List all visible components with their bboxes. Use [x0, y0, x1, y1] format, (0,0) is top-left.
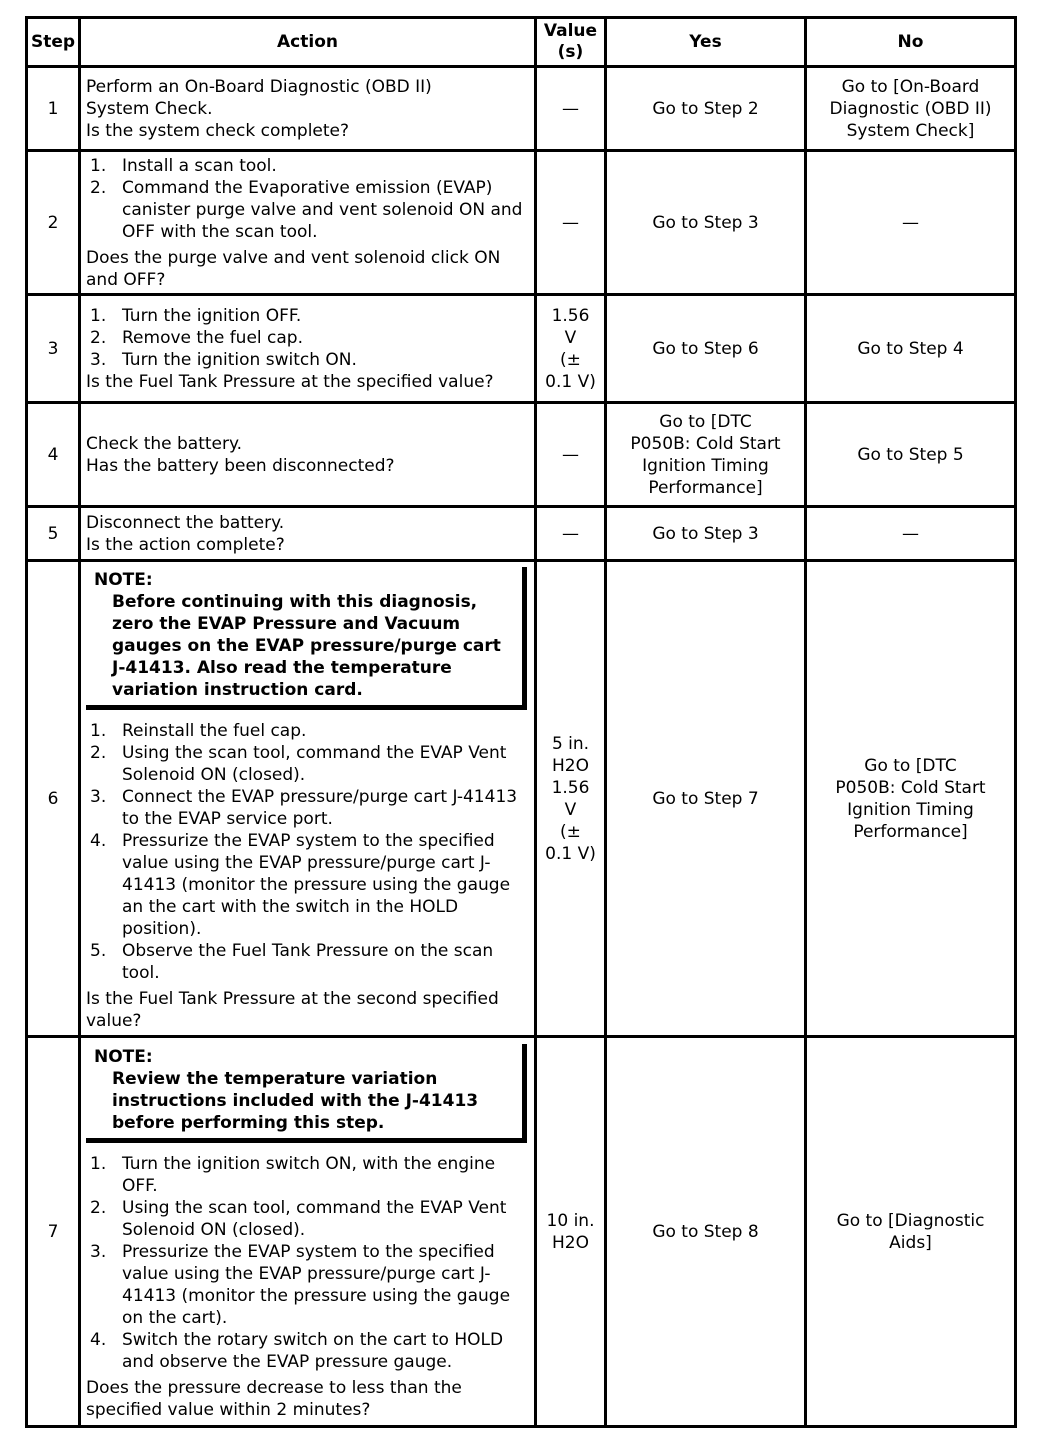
step-number: 7 — [27, 1037, 80, 1427]
yes-link[interactable]: Go to Step 3 — [606, 507, 806, 561]
yes-link-line[interactable]: Performance] — [648, 477, 763, 498]
step-index: 3. — [90, 349, 107, 370]
no-link[interactable]: Go to Step 4 — [806, 295, 1016, 403]
step-text: Turn the ignition switch ON, with the engine OFF. — [122, 1154, 496, 1196]
step-text: Using the scan tool, command the EVAP Vent Solenoid ON (closed). — [122, 1198, 507, 1240]
step-index: 3. — [90, 787, 107, 807]
no-link-line[interactable]: P050B: Cold Start — [835, 777, 986, 798]
step-index: 3. — [90, 1242, 107, 1262]
yes-link[interactable]: Go to Step 8 — [606, 1037, 806, 1427]
step-text: Command the Evaporative emission (EVAP) canister purge valve and vent solenoid ON and OFF with the scan tool. — [122, 177, 523, 242]
table-row — [27, 403, 1016, 507]
no-cell: — — [806, 151, 1016, 295]
no-link[interactable] — [806, 1037, 1016, 1427]
note-body: Review the temperature variation instructions included with the J-41413 before performing this step. — [112, 1069, 479, 1133]
action-steps — [86, 720, 529, 984]
step-text: Pressurize the EVAP system to the specified value using the EVAP pressure/purge cart J-41413 (monitor the pressure using the gauge an the cart with the switch in the HOLD position). — [122, 831, 511, 939]
no-cell: — — [806, 507, 1016, 561]
value-line: 1.56 — [551, 777, 590, 798]
action-cell — [80, 295, 536, 403]
yes-link-line[interactable]: P050B: Cold Start — [630, 433, 781, 454]
value-cell: — — [536, 67, 606, 151]
step-index: 2. — [90, 327, 107, 348]
step-number: 3 — [27, 295, 80, 403]
step-text: Pressurize the EVAP system to the specified value using the EVAP pressure/purge cart J-41413 (monitor the pressure using the gauge on the cart). — [122, 1242, 511, 1328]
no-link[interactable]: Go to Step 5 — [806, 403, 1016, 507]
note-title: NOTE: — [94, 1047, 153, 1067]
header-step: Step — [27, 18, 80, 67]
step-number: 6 — [27, 561, 80, 1037]
no-link-line[interactable]: System Check] — [846, 120, 975, 141]
action-text: System Check. — [86, 98, 213, 119]
action-question: Does the purge valve and vent solenoid click ON and OFF? — [86, 247, 501, 290]
header-row — [27, 18, 1016, 67]
value-cell — [536, 1037, 606, 1427]
value-cell: — — [536, 403, 606, 507]
header-action: Action — [80, 18, 536, 67]
table-row — [27, 67, 1016, 151]
note-title: NOTE: — [94, 570, 153, 590]
step-text: Reinstall the fuel cap. — [122, 721, 307, 741]
header-value-line2: (s) — [557, 42, 584, 62]
yes-link-line[interactable]: Ignition Timing — [642, 455, 769, 476]
step-text: Turn the ignition switch ON. — [122, 349, 357, 370]
value-line: (± — [560, 349, 581, 370]
value-line: H2O — [552, 755, 589, 776]
action-steps — [86, 155, 529, 243]
action-text: Disconnect the battery. — [86, 512, 285, 533]
step-index: 4. — [90, 1330, 107, 1350]
step-index: 1. — [90, 721, 107, 741]
action-cell — [80, 1037, 536, 1427]
yes-link[interactable]: Go to Step 7 — [606, 561, 806, 1037]
step-index: 2. — [90, 177, 107, 198]
value-cell — [536, 561, 606, 1037]
action-question: Is the Fuel Tank Pressure at the second specified value? — [86, 989, 499, 1031]
value-cell: — — [536, 151, 606, 295]
yes-link[interactable]: Go to Step 6 — [606, 295, 806, 403]
action-cell — [80, 561, 536, 1037]
step-index: 1. — [90, 155, 107, 176]
step-number: 5 — [27, 507, 80, 561]
value-line: 0.1 V) — [545, 371, 596, 392]
action-step — [86, 1329, 529, 1373]
action-cell — [80, 403, 536, 507]
no-link[interactable] — [806, 67, 1016, 151]
action-step — [86, 742, 529, 786]
action-text: Check the battery. — [86, 433, 243, 454]
action-question: Has the battery been disconnected? — [86, 455, 395, 476]
no-link-line[interactable]: Diagnostic (OBD II) — [829, 98, 992, 119]
action-step — [86, 177, 529, 243]
action-step — [86, 720, 529, 742]
value-line: 0.1 V) — [545, 843, 596, 864]
action-cell — [80, 507, 536, 561]
yes-link[interactable]: Go to Step 3 — [606, 151, 806, 295]
action-step — [86, 1153, 529, 1197]
action-steps — [86, 305, 529, 371]
action-step — [86, 349, 529, 371]
action-question: Is the system check complete? — [86, 120, 350, 141]
step-index: 1. — [90, 305, 107, 326]
step-number: 4 — [27, 403, 80, 507]
value-line: (± — [560, 821, 581, 842]
action-step — [86, 1197, 529, 1241]
action-question: Does the pressure decrease to less than the specified value within 2 minutes? — [86, 1378, 462, 1420]
value-line: V — [564, 799, 577, 820]
step-text: Turn the ignition OFF. — [122, 305, 302, 326]
no-link-line[interactable]: Ignition Timing — [847, 799, 974, 820]
yes-link-line[interactable]: Go to [DTC — [659, 411, 752, 432]
table-row — [27, 151, 1016, 295]
header-yes: Yes — [606, 18, 806, 67]
no-link-line[interactable]: Aids] — [889, 1232, 932, 1253]
action-step — [86, 940, 529, 984]
yes-link[interactable]: Go to Step 2 — [606, 67, 806, 151]
action-step — [86, 1241, 529, 1329]
action-steps — [86, 1153, 529, 1373]
step-text: Remove the fuel cap. — [122, 327, 303, 348]
note-body: Before continuing with this diagnosis, zero the EVAP Pressure and Vacuum gauges on the EVAP pressure/purge cart J-41413. Also read the temperature variation instruction card. — [112, 592, 501, 700]
action-cell — [80, 151, 536, 295]
no-link-line[interactable]: Go to [DTC — [864, 755, 957, 776]
step-index: 4. — [90, 831, 107, 851]
step-number: 2 — [27, 151, 80, 295]
step-index: 2. — [90, 1198, 107, 1218]
value-cell: — — [536, 507, 606, 561]
step-index: 2. — [90, 743, 107, 763]
value-line: 1.56 — [551, 305, 590, 326]
header-no: No — [806, 18, 1016, 67]
note-box — [86, 567, 527, 710]
value-line: H2O — [552, 1232, 589, 1253]
no-link-line[interactable]: Go to [On-Board — [841, 76, 980, 97]
action-step — [86, 305, 529, 327]
action-text: Perform an On-Board Diagnostic (OBD II) — [86, 76, 432, 97]
action-step — [86, 830, 529, 940]
step-text: Switch the rotary switch on the cart to HOLD and observe the EVAP pressure gauge. — [122, 1330, 504, 1372]
step-text: Install a scan tool. — [122, 155, 277, 176]
action-question: Is the action complete? — [86, 534, 285, 555]
note-box — [86, 1044, 527, 1143]
step-number: 1 — [27, 67, 80, 151]
value-line: V — [564, 327, 577, 348]
value-line: 10 in. — [546, 1210, 595, 1231]
action-step — [86, 786, 529, 830]
action-cell — [80, 67, 536, 151]
header-value — [536, 18, 606, 67]
no-link[interactable] — [806, 561, 1016, 1037]
step-text: Connect the EVAP pressure/purge cart J-41413 to the EVAP service port. — [122, 787, 518, 829]
table-row — [27, 1037, 1016, 1427]
action-step — [86, 155, 529, 177]
action-step — [86, 327, 529, 349]
header-value-line1: Value — [543, 21, 598, 41]
table-row — [27, 507, 1016, 561]
diagnostic-table — [25, 16, 1017, 1428]
action-question: Is the Fuel Tank Pressure at the specified value? — [86, 371, 494, 392]
yes-link[interactable] — [606, 403, 806, 507]
step-index: 5. — [90, 941, 107, 961]
no-link-line[interactable]: Go to [Diagnostic — [836, 1210, 985, 1231]
table-row — [27, 561, 1016, 1037]
step-index: 1. — [90, 1154, 107, 1174]
value-cell — [536, 295, 606, 403]
value-line: 5 in. — [551, 733, 590, 754]
table-row — [27, 295, 1016, 403]
no-link-line[interactable]: Performance] — [853, 821, 968, 842]
step-text: Using the scan tool, command the EVAP Vent Solenoid ON (closed). — [122, 743, 507, 785]
step-text: Observe the Fuel Tank Pressure on the scan tool. — [122, 941, 494, 983]
